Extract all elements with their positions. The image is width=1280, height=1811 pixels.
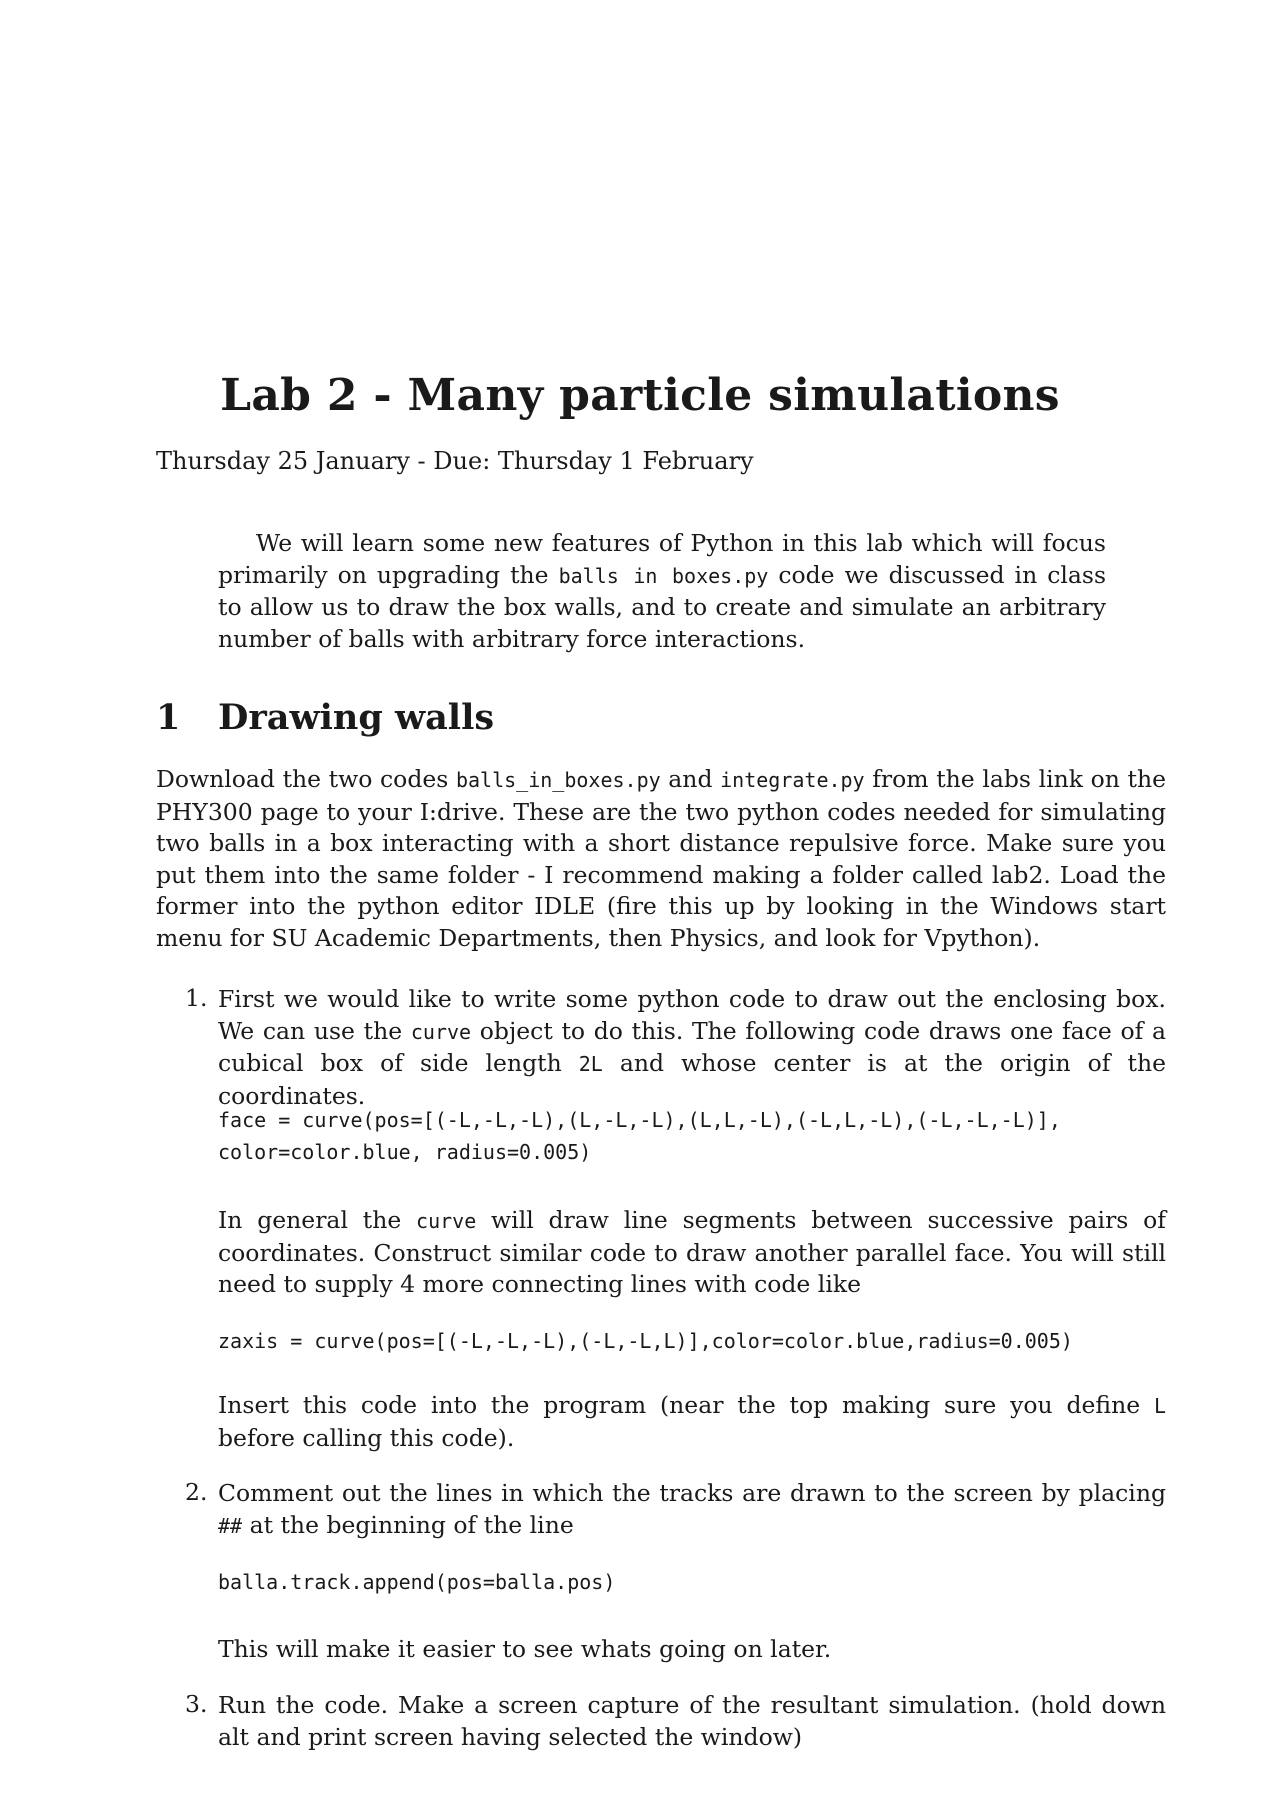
code-block [218,1325,1178,1357]
item-text: Comment out the lines in which the tracks are drawn to the screen by placing [218,1479,1166,1507]
list-item-text [218,1205,1166,1301]
item-code: 2L [578,1052,603,1076]
item-code: curve [410,1019,472,1044]
item-text: object to do this. The following code draws one face of a cubical box of side length [218,1016,1167,1077]
list-item-number: 2. [185,1478,208,1506]
intro-code: integrate.py [720,768,865,792]
intro-text: Download the two codes [156,765,456,793]
code-line: zaxis = curve(pos=[(-L,-L,-L),(-L,-L,L)],color=color.blue,radius=0.005) [218,1329,1073,1353]
section-number: 1 [156,697,181,738]
code-block [218,1566,1178,1598]
list-item-text [218,1390,1166,1454]
intro-code: balls_in_boxes.py [455,768,661,792]
intro-text: from the labs link on the PHY300 page to your I:drive. These are the two python codes needed for simulating two balls in a box interacting with a short distance repulsive force. Make sure you put them into the same folder - I recommend making a folder called lab2. Load the former into the python editor IDLE (fire this up by looking in the Windows start menu for SU Academic Departments, then Physics, and look for Vpython). [156,765,1166,952]
abstract-code: balls in boxes.py [558,563,769,588]
item-text: will draw line segments between successive pairs of coordinates. Construct similar code to draw another parallel face. You will still need to supply 4 more connecting lines with code like [218,1206,1166,1298]
item-text: Insert this code into the program (near the top making sure you define [218,1391,1154,1419]
abstract [218,528,1106,655]
item-text: before calling this code). [218,1423,515,1452]
intro-paragraph [156,764,1166,954]
item-text: In general the [218,1206,417,1234]
item-text: First we would like to write some python code to draw out the enclosing box. We can use the [218,985,1166,1045]
code-line: face = curve(pos=[(-L,-L,-L),(L,-L,-L),(L,L,-L),(-L,L,-L),(-L,-L,-L)], [218,1108,1061,1132]
list-item-text [218,1478,1166,1542]
list-item-text: This will make it easier to see whats going on later. [218,1635,832,1663]
item-text: and whose center is at the origin of the coordinates. [218,1049,1166,1110]
code-line: balla.track.append(pos=balla.pos) [218,1570,616,1594]
section-title: Drawing walls [218,697,495,738]
abstract-text: code we discussed in class to allow us to draw the box walls, and to create and simulate an arbitrary number of balls with arbitrary force interactions. [218,560,1107,653]
list-item-number: 3. [185,1690,208,1718]
code-line: color=color.blue, radius=0.005) [218,1140,592,1164]
list-item-number: 1. [185,984,208,1012]
item-code: curve [416,1209,477,1233]
item-code: L [1153,1394,1166,1418]
section-heading [156,697,494,738]
lab-date: Thursday 25 January - Due: Thursday 1 February [156,447,754,475]
list-item-text [218,984,1166,1112]
code-block [218,1104,1178,1168]
page-title: Lab 2 - Many particle simulations [220,370,1060,421]
item-text: at the beginning of the line [242,1510,574,1539]
list-item-text: Run the code. Make a screen capture of the resultant simulation. (hold down alt and print screen having selected the window) [218,1691,1166,1751]
abstract-text: We will learn some new features of Python in this lab which will focus primarily on upgrading the [218,529,1106,589]
intro-text: and [660,765,721,793]
item-code: ## [218,1513,243,1538]
